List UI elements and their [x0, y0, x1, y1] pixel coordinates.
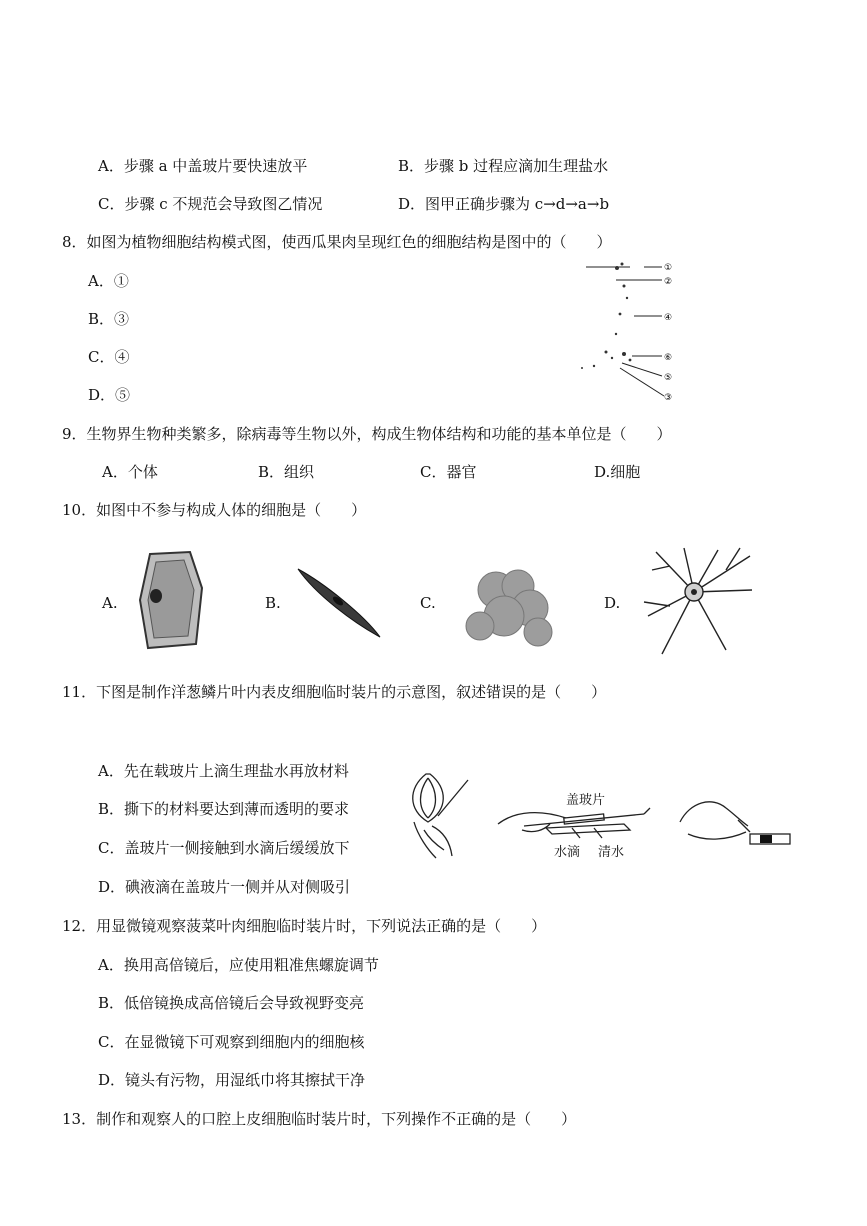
q11-option-a: A．先在载玻片上滴生理盐水再放材料 — [98, 762, 349, 780]
q11-option-c: C．盖玻片一侧接触到水滴后缓缓放下 — [98, 839, 350, 857]
q9-option-d: D.细胞 — [594, 463, 641, 481]
onion-peel-figure — [404, 770, 476, 860]
q10-option-c: C. — [420, 594, 436, 612]
cell-label-3: ③ — [664, 393, 673, 403]
q7-option-a: A．步骤 a 中盖玻片要快速放平 — [98, 157, 308, 175]
q10-option-d: D. — [604, 594, 621, 612]
q10-option-b: B. — [265, 594, 281, 612]
q11-option-b: B．撕下的材料要达到薄而透明的要求 — [98, 800, 350, 818]
plant-cell-diagram — [572, 256, 684, 406]
muscle-cell-image-b — [294, 565, 384, 641]
q11-option-d: D．碘液滴在盖玻片一侧并从对侧吸引 — [98, 878, 351, 896]
q8-option-a: A．① — [88, 272, 129, 290]
q9-stem: 9．生物界生物种类繁多，除病毒等生物以外，构成生物体结构和功能的基本单位是（ ） — [62, 425, 672, 443]
q8-option-c: C．④ — [88, 348, 130, 366]
q10-option-a: A. — [102, 594, 118, 612]
cell-label-2: ② — [664, 277, 673, 287]
plant-cell-image-a — [134, 548, 210, 652]
cell-label-1: ① — [664, 263, 673, 273]
label-clear-water: 清水 — [598, 845, 625, 860]
cover-slip-figure — [494, 784, 664, 864]
nerve-cell-image-d — [640, 546, 758, 658]
cell-label-6: ⑥ — [664, 353, 673, 363]
q9-option-b: B．组织 — [258, 463, 315, 481]
q13-stem: 13．制作和观察人的口腔上皮细胞临时装片时，下列操作不正确的是（ ） — [62, 1110, 577, 1128]
q8-option-d: D．⑤ — [88, 386, 131, 404]
q9-option-a: A．个体 — [102, 463, 158, 481]
q12-stem: 12．用显微镜观察菠菜叶肉细胞临时装片时，下列说法正确的是（ ） — [62, 917, 547, 935]
cell-label-4: ④ — [664, 313, 673, 323]
blood-cells-image-c — [460, 564, 560, 652]
q9-option-c: C．器官 — [420, 463, 477, 481]
q12-option-a: A．换用高倍镜后，应使用粗准焦螺旋调节 — [98, 956, 379, 974]
q7-option-c: C．步骤 c 不规范会导致图乙情况 — [98, 195, 323, 213]
cell-label-5: ⑤ — [664, 373, 673, 383]
q12-option-d: D．镜头有污物，用湿纸巾将其擦拭干净 — [98, 1071, 366, 1089]
q8-stem: 8．如图为植物细胞结构模式图，使西瓜果肉呈现红色的细胞结构是图中的（ ） — [62, 233, 612, 251]
q7-option-b: B．步骤 b 过程应滴加生理盐水 — [398, 157, 609, 175]
q12-option-c: C．在显微镜下可观察到细胞内的细胞核 — [98, 1033, 365, 1051]
iodine-staining-figure — [676, 792, 796, 852]
q12-option-b: B．低倍镜换成高倍镜后会导致视野变亮 — [98, 994, 365, 1012]
label-water-drop: 水滴 — [554, 845, 581, 860]
q11-stem: 11．下图是制作洋葱鳞片叶内表皮细胞临时装片的示意图，叙述错误的是（ ） — [62, 683, 607, 701]
q10-stem: 10．如图中不参与构成人体的细胞是（ ） — [62, 501, 367, 519]
q8-option-b: B．③ — [88, 310, 130, 328]
label-cover-slip: 盖玻片 — [566, 793, 606, 808]
q7-option-d: D．图甲正确步骤为 c→d→a→b — [398, 195, 610, 213]
